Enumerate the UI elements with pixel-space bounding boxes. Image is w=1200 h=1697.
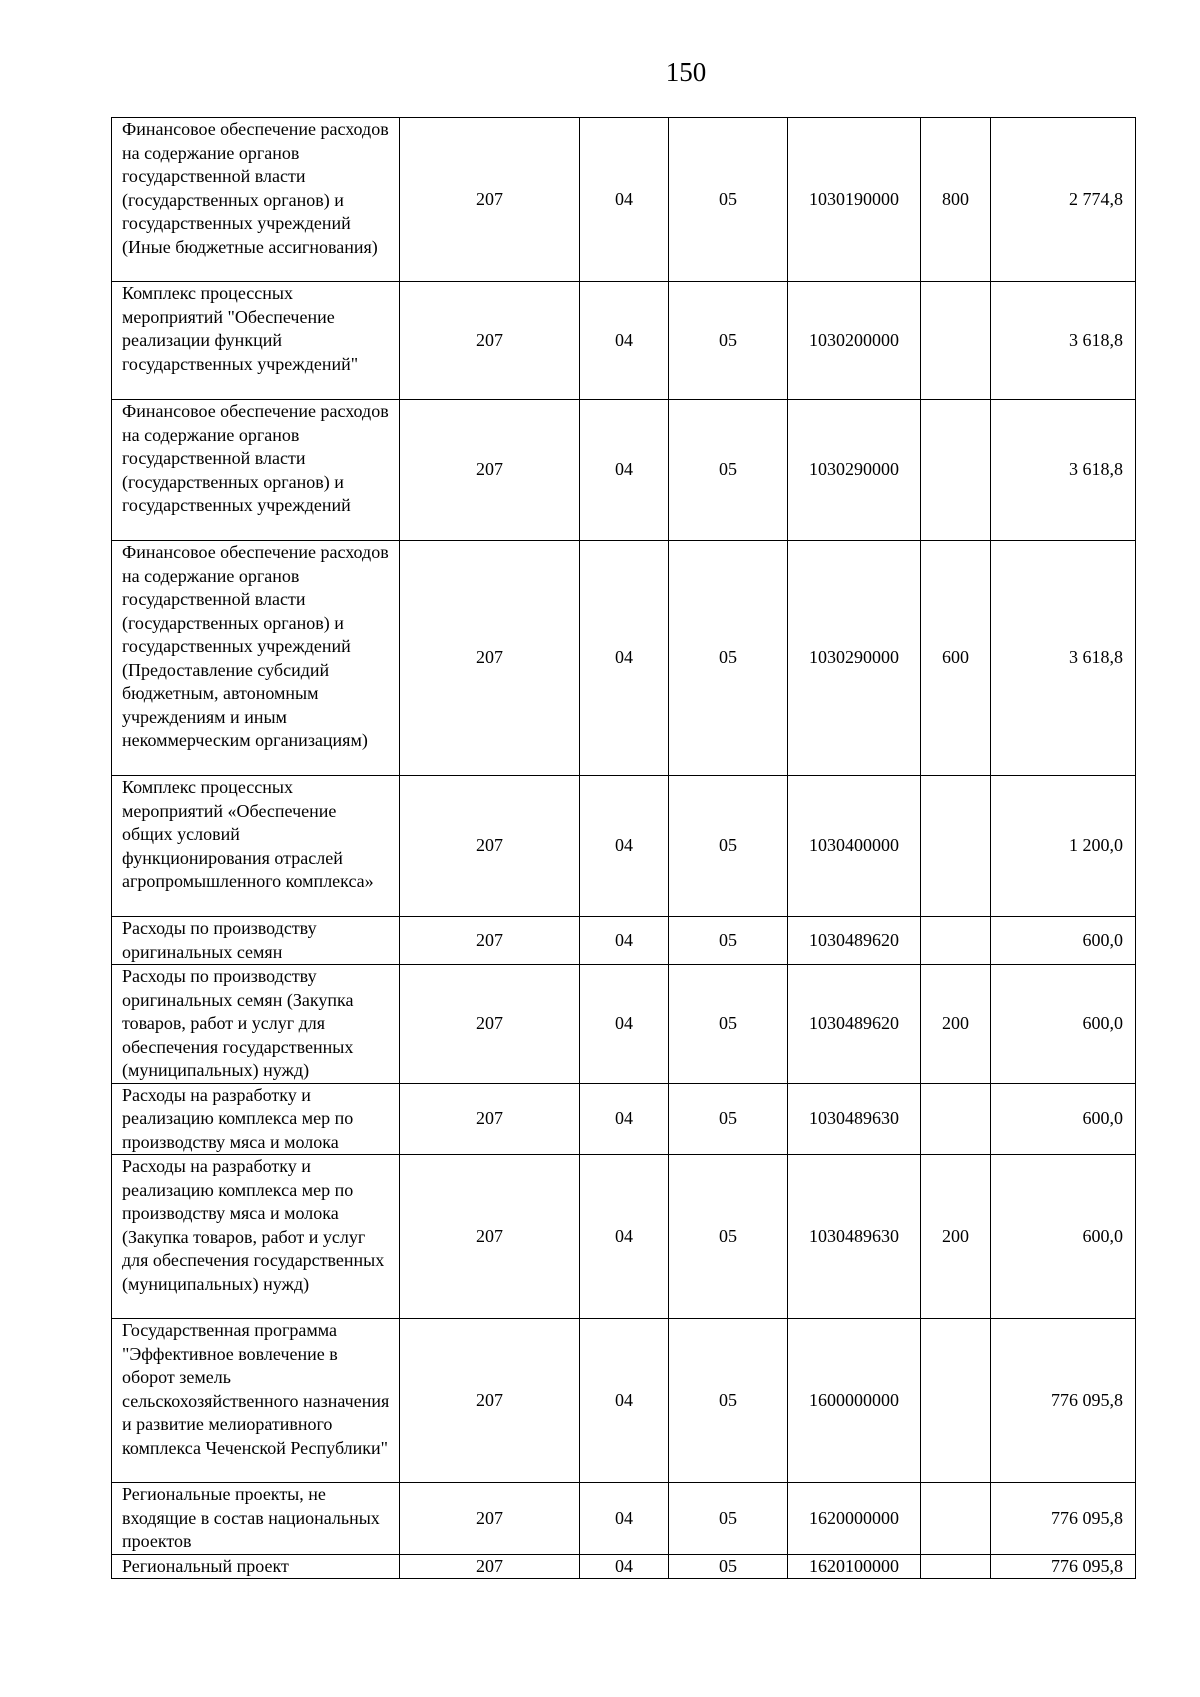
budget-table xyxy=(111,117,1136,1579)
subsection-code: 05 xyxy=(669,1483,788,1555)
expense-type-code xyxy=(921,776,991,917)
section-code: 04 xyxy=(580,1319,669,1483)
admin-code: 207 xyxy=(400,1554,580,1579)
admin-code: 207 xyxy=(400,776,580,917)
target-article-code: 1600000000 xyxy=(788,1319,921,1483)
admin-code: 207 xyxy=(400,118,580,282)
row-name: Расходы на разработку и реализацию комплекса мер по производству мяса и молока xyxy=(112,1083,400,1155)
subsection-code: 05 xyxy=(669,541,788,776)
table-row xyxy=(112,776,1136,917)
table-row xyxy=(112,965,1136,1084)
amount-value: 3 618,8 xyxy=(991,400,1136,541)
subsection-code: 05 xyxy=(669,965,788,1084)
subsection-code: 05 xyxy=(669,1083,788,1155)
row-name: Государственная программа "Эффективное вовлечение в оборот земель сельскохозяйственного назначения и развитие мелиоративного комплекса Чеченской Республики" xyxy=(112,1319,400,1483)
table-row xyxy=(112,541,1136,776)
row-name: Комплекс процессных мероприятий «Обеспечение общих условий функционирования отраслей агропромышленного комплекса» xyxy=(112,776,400,917)
amount-value: 600,0 xyxy=(991,917,1136,965)
expense-type-code xyxy=(921,1483,991,1555)
amount-value: 2 774,8 xyxy=(991,118,1136,282)
table-row xyxy=(112,1083,1136,1155)
subsection-code: 05 xyxy=(669,400,788,541)
expense-type-code: 200 xyxy=(921,1155,991,1319)
table-row xyxy=(112,1483,1136,1555)
expense-type-code xyxy=(921,1554,991,1579)
admin-code: 207 xyxy=(400,400,580,541)
target-article-code: 1030200000 xyxy=(788,282,921,400)
section-code: 04 xyxy=(580,541,669,776)
amount-value: 776 095,8 xyxy=(991,1554,1136,1579)
expense-type-code xyxy=(921,400,991,541)
subsection-code: 05 xyxy=(669,776,788,917)
subsection-code: 05 xyxy=(669,118,788,282)
target-article-code: 1030489630 xyxy=(788,1083,921,1155)
admin-code: 207 xyxy=(400,965,580,1084)
table-row xyxy=(112,917,1136,965)
table-row xyxy=(112,118,1136,282)
section-code: 04 xyxy=(580,965,669,1084)
target-article-code: 1030489630 xyxy=(788,1155,921,1319)
target-article-code: 1030489620 xyxy=(788,965,921,1084)
expense-type-code: 200 xyxy=(921,965,991,1084)
table-row xyxy=(112,1155,1136,1319)
admin-code: 207 xyxy=(400,1083,580,1155)
section-code: 04 xyxy=(580,118,669,282)
amount-value: 1 200,0 xyxy=(991,776,1136,917)
admin-code: 207 xyxy=(400,1155,580,1319)
admin-code: 207 xyxy=(400,917,580,965)
subsection-code: 05 xyxy=(669,1155,788,1319)
section-code: 04 xyxy=(580,776,669,917)
amount-value: 600,0 xyxy=(991,1083,1136,1155)
table-row xyxy=(112,282,1136,400)
expense-type-code xyxy=(921,917,991,965)
section-code: 04 xyxy=(580,917,669,965)
row-name: Финансовое обеспечение расходов на содержание органов государственной власти (государственных органов) и государственных учреждений (Предоставление субсидий бюджетным, автономным учреждениям и иным некоммерческим организациям) xyxy=(112,541,400,776)
subsection-code: 05 xyxy=(669,282,788,400)
admin-code: 207 xyxy=(400,1319,580,1483)
expense-type-code: 800 xyxy=(921,118,991,282)
admin-code: 207 xyxy=(400,541,580,776)
amount-value: 600,0 xyxy=(991,965,1136,1084)
subsection-code: 05 xyxy=(669,1319,788,1483)
row-name: Региональный проект xyxy=(112,1554,400,1579)
row-name: Комплекс процессных мероприятий "Обеспечение реализации функций государственных учреждений" xyxy=(112,282,400,400)
target-article-code: 1030290000 xyxy=(788,400,921,541)
section-code: 04 xyxy=(580,1554,669,1579)
amount-value: 3 618,8 xyxy=(991,541,1136,776)
row-name: Финансовое обеспечение расходов на содержание органов государственной власти (государственных органов) и государственных учреждений (Иные бюджетные ассигнования) xyxy=(112,118,400,282)
expense-type-code xyxy=(921,1319,991,1483)
target-article-code: 1620100000 xyxy=(788,1554,921,1579)
amount-value: 776 095,8 xyxy=(991,1483,1136,1555)
table-row xyxy=(112,1554,1136,1579)
section-code: 04 xyxy=(580,1083,669,1155)
amount-value: 600,0 xyxy=(991,1155,1136,1319)
target-article-code: 1030400000 xyxy=(788,776,921,917)
expense-type-code xyxy=(921,1083,991,1155)
section-code: 04 xyxy=(580,1483,669,1555)
target-article-code: 1030190000 xyxy=(788,118,921,282)
section-code: 04 xyxy=(580,1155,669,1319)
row-name: Региональные проекты, не входящие в состав национальных проектов xyxy=(112,1483,400,1555)
table-row xyxy=(112,400,1136,541)
subsection-code: 05 xyxy=(669,1554,788,1579)
amount-value: 3 618,8 xyxy=(991,282,1136,400)
row-name: Финансовое обеспечение расходов на содержание органов государственной власти (государственных органов) и государственных учреждений xyxy=(112,400,400,541)
section-code: 04 xyxy=(580,282,669,400)
target-article-code: 1030290000 xyxy=(788,541,921,776)
expense-type-code: 600 xyxy=(921,541,991,776)
admin-code: 207 xyxy=(400,1483,580,1555)
section-code: 04 xyxy=(580,400,669,541)
row-name: Расходы по производству оригинальных семян (Закупка товаров, работ и услуг для обеспечения государственных (муниципальных) нужд) xyxy=(112,965,400,1084)
subsection-code: 05 xyxy=(669,917,788,965)
row-name: Расходы по производству оригинальных семян xyxy=(112,917,400,965)
table-row xyxy=(112,1319,1136,1483)
target-article-code: 1620000000 xyxy=(788,1483,921,1555)
amount-value: 776 095,8 xyxy=(991,1319,1136,1483)
admin-code: 207 xyxy=(400,282,580,400)
page-number: 150 xyxy=(665,57,707,87)
row-name: Расходы на разработку и реализацию комплекса мер по производству мяса и молока (Закупка товаров, работ и услуг для обеспечения государственных (муниципальных) нужд) xyxy=(112,1155,400,1319)
expense-type-code xyxy=(921,282,991,400)
target-article-code: 1030489620 xyxy=(788,917,921,965)
